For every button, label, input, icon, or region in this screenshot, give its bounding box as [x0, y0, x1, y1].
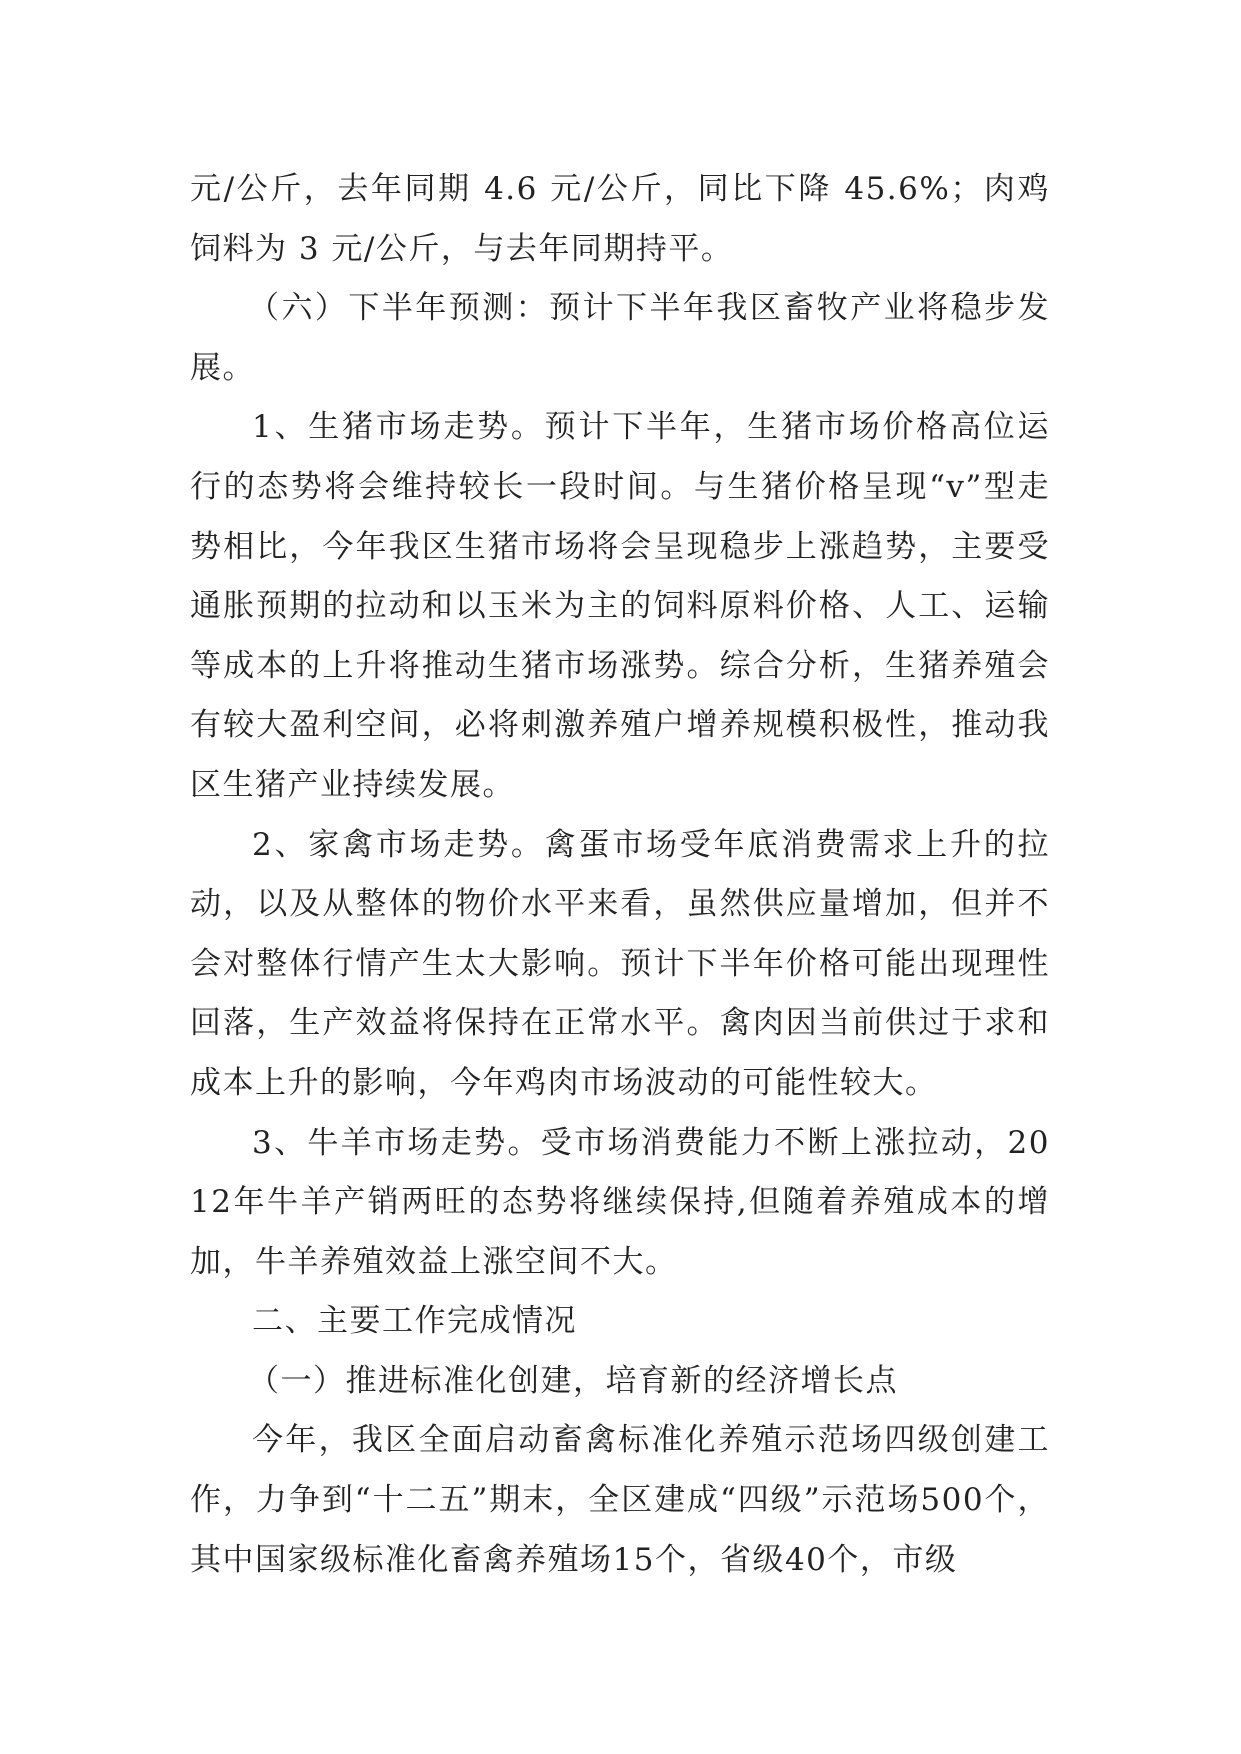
- paragraph-pig-market: 1、生猪市场走势。预计下半年，生猪市场价格高位运行的态势将会维持较长一段时间。与生猪价格呈现“v”型走势相比，今年我区生猪市场将会呈现稳步上涨趋势，主要受通胀预期的拉动和以玉米为主的饲料原料价格、人工、运输等成本的上升将推动生猪市场涨势。综合分析，生猪养殖会有较大盈利空间，必将刺激养殖户增养规模积极性，推动我区生猪产业持续发展。: [190, 409, 1050, 803]
- paragraph-poultry-market: 2、家禽市场走势。禽蛋市场受年底消费需求上升的拉动，以及从整体的物价水平来看，虽然供应量增加，但并不会对整体行情产生太大影响。预计下半年价格可能出现理性回落，生产效益将保持在正常水平。禽肉因当前供过于求和成本上升的影响，今年鸡肉市场波动的可能性较大。: [190, 826, 1050, 1101]
- section-heading-main-work: 二、主要工作完成情况: [252, 1303, 577, 1340]
- paragraph-standardization: 今年，我区全面启动畜禽标准化养殖示范场四级创建工作，力争到“十二五”期末，全区建成“四级”示范场500个，其中国家级标准化畜禽养殖场15个，省级40个，市级: [190, 1422, 1050, 1578]
- paragraph-forecast-heading: （六）下半年预测：预计下半年我区畜牧产业将稳步发展。: [190, 290, 1050, 386]
- paragraph-cattle-sheep-market: 3、牛羊市场走势。受市场消费能力不断上涨拉动，2012年牛羊产销两旺的态势将继续保持,但随着养殖成本的增加，牛羊养殖效益上涨空间不大。: [190, 1124, 1050, 1280]
- paragraph-feed-prices: 元/公斤，去年同期 4.6 元/公斤，同比下降 45.6%；肉鸡饲料为 3 元/公斤，与去年同期持平。: [190, 171, 1050, 267]
- document-body: [190, 160, 1050, 1590]
- subsection-heading-standardization: （一）推进标准化创建，培育新的经济增长点: [248, 1362, 898, 1399]
